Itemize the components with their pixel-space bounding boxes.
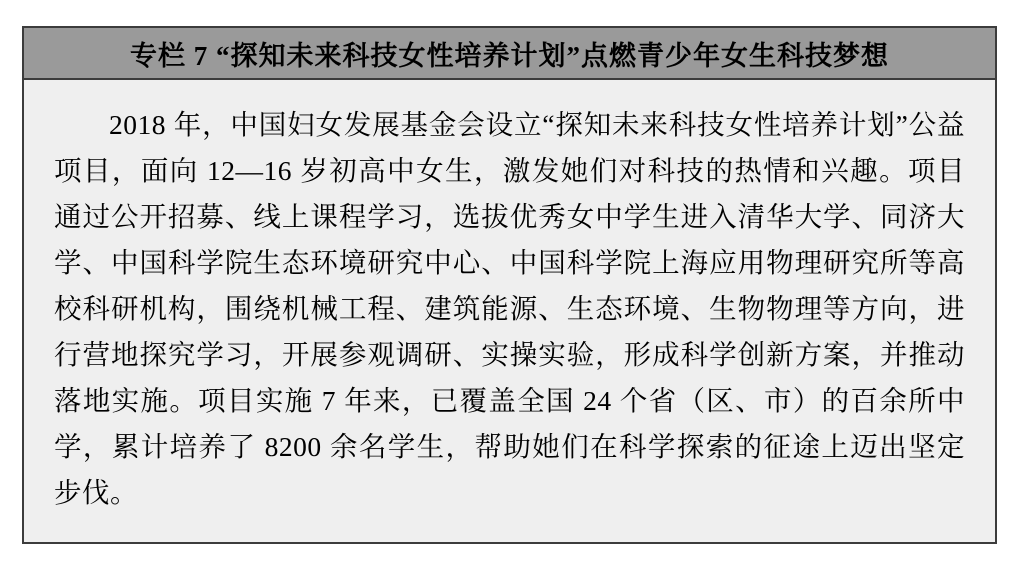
- callout-box: [22, 26, 997, 544]
- callout-box-header: [24, 28, 995, 80]
- callout-box-title: 专栏 7 “探知未来科技女性培养计划”点燃青少年女生科技梦想: [130, 40, 889, 71]
- callout-box-body: [24, 80, 995, 542]
- callout-box-paragraph: 2018 年，中国妇女发展基金会设立“探知未来科技女性培养计划”公益项目，面向 12—16 岁初高中女生，激发她们对科技的热情和兴趣。项目通过公开招募、线上课程学习，选拔优秀女中学生进入清华大学、同济大学、中国科学院生态环境研究中心、中国科学院上海应用物理研究所等高校科研机构，围绕机械工程、建筑能源、生态环境、生物物理等方向，进行营地探究学习，开展参观调研、实操实验，形成科学创新方案，并推动落地实施。项目实施 7 年来，已覆盖全国 24 个省（区、市）的百余所中学，累计培养了 8200 余名学生，帮助她们在科学探索的征途上迈出坚定步伐。: [54, 109, 965, 508]
